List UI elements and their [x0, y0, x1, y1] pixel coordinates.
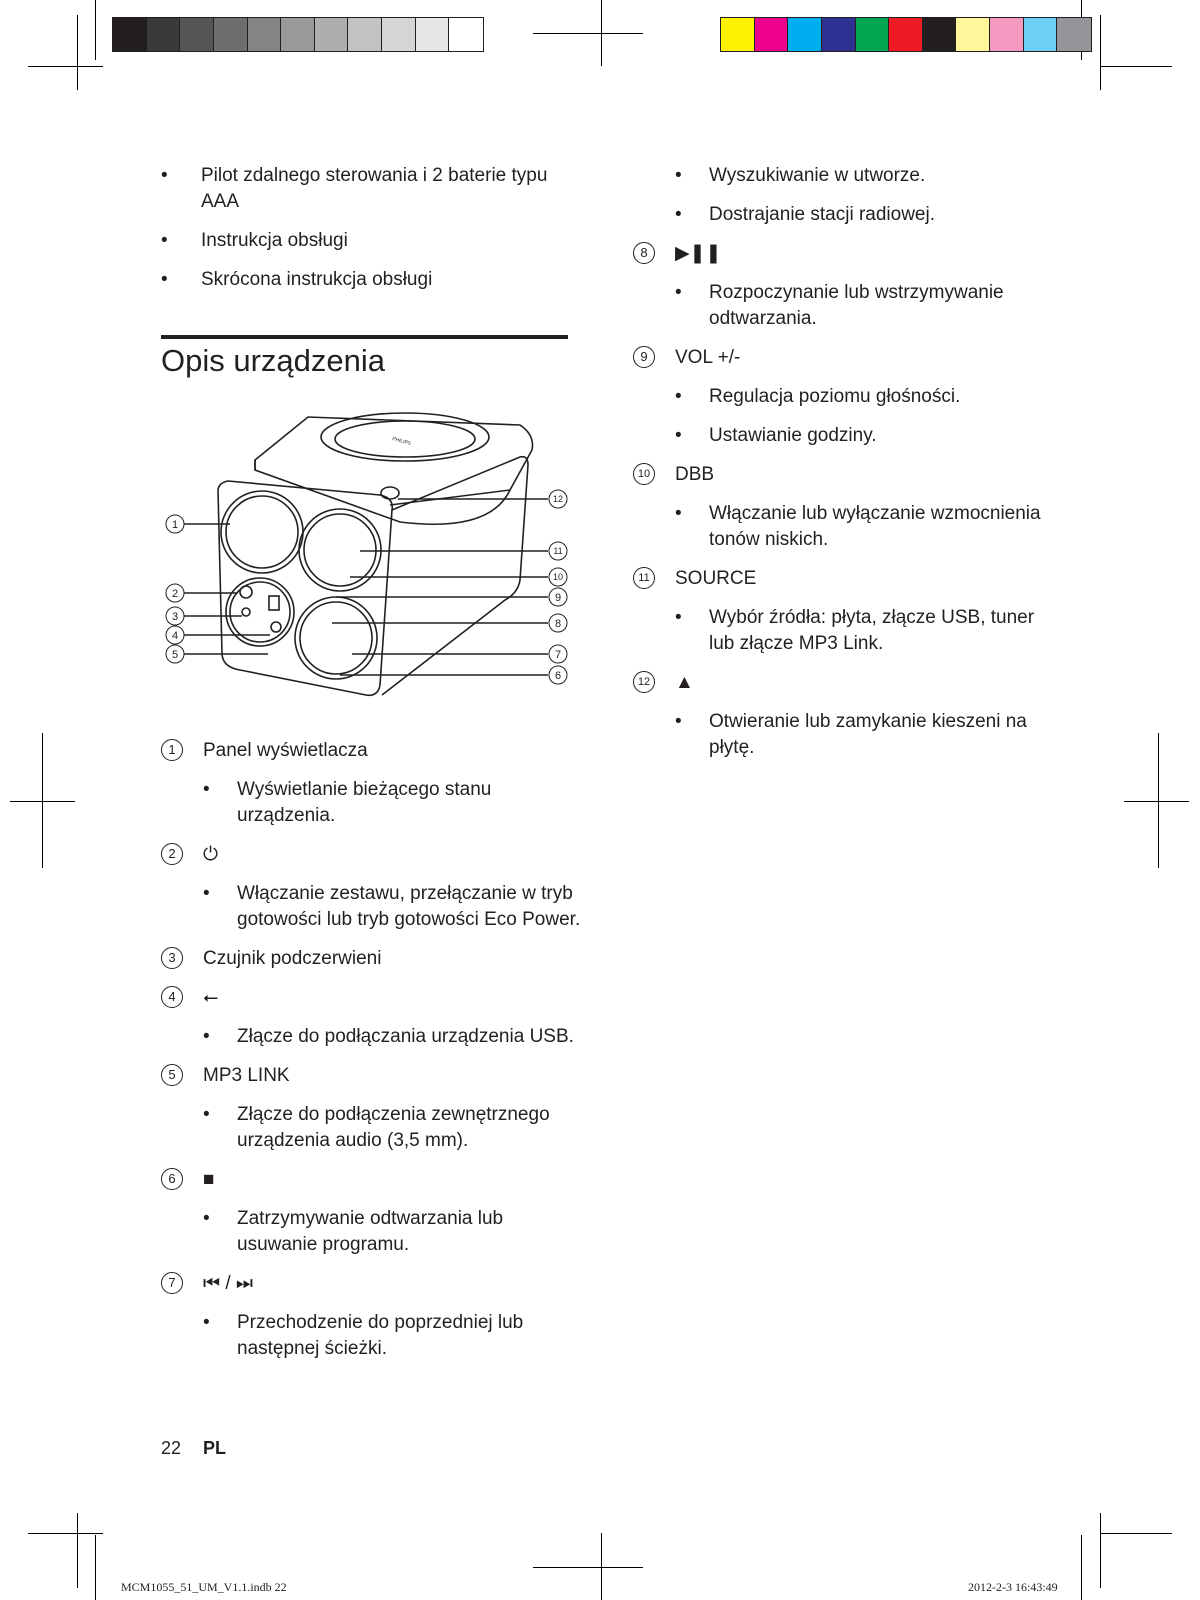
svg-text:2: 2 [171, 588, 179, 600]
item-title: Panel wyświetlacza [203, 740, 368, 761]
gray-color-bar [112, 17, 484, 52]
usb-icon: ⭠ [203, 987, 219, 1008]
list-item: • Instrukcja obsługi [161, 228, 571, 254]
item-number: 4 [161, 986, 183, 1008]
color-swatch [856, 18, 890, 51]
color-swatch [348, 18, 382, 51]
item-heading [161, 738, 581, 764]
item-heading [161, 946, 581, 972]
svg-text:5: 5 [171, 649, 179, 661]
svg-text:9: 9 [554, 592, 562, 604]
left-column-top [161, 163, 571, 306]
svg-text:7: 7 [554, 649, 562, 661]
item-title: VOL +/- [675, 347, 741, 368]
color-swatch [180, 18, 214, 51]
svg-text:1: 1 [171, 519, 179, 531]
item-description: • Otwieranie lub zamykanie kieszeni na płytę. [633, 709, 1053, 761]
cmyk-color-bar [720, 17, 1092, 52]
item-description: • Zatrzymywanie odtwarzania lub usuwanie programu. [161, 1206, 581, 1258]
item-title: Czujnik podczerwieni [203, 948, 382, 969]
item-description: • Ustawianie godziny. [633, 423, 1053, 449]
svg-text:PHILIPS: PHILIPS [391, 436, 412, 447]
item-description: • Wybór źródła: płyta, złącze USB, tuner lub złącze MP3 Link. [633, 605, 1053, 657]
item-description: • Złącze do podłączenia zewnętrznego urządzenia audio (3,5 mm). [161, 1102, 581, 1154]
item-heading [633, 241, 1053, 267]
item-description: • Przechodzenie do poprzedniej lub następnej ścieżki. [161, 1310, 581, 1362]
item-title: ⏻ [203, 844, 219, 865]
color-swatch [449, 18, 483, 51]
color-swatch [889, 18, 923, 51]
item-title: ▲ [675, 672, 694, 693]
item-number: 9 [633, 346, 655, 368]
section-rule [161, 335, 568, 339]
item-number: 12 [633, 671, 655, 693]
section-title: Opis urządzenia [161, 343, 386, 378]
svg-text:12: 12 [552, 494, 564, 504]
item-heading [161, 1271, 581, 1297]
item-number: 1 [161, 739, 183, 761]
color-swatch [1024, 18, 1058, 51]
item-description: • Złącze do podłączania urządzenia USB. [161, 1024, 581, 1050]
list-item: • Dostrajanie stacji radiowej. [633, 202, 1053, 228]
language-code: PL [203, 1438, 227, 1458]
item-description: • Regulacja poziomu głośności. [633, 384, 1053, 410]
item-number: 2 [161, 843, 183, 865]
item-heading [161, 1167, 581, 1193]
item-heading [161, 842, 581, 868]
item-number: 3 [161, 947, 183, 969]
color-swatch [755, 18, 789, 51]
item-description: • Włączanie zestawu, przełączanie w tryb gotowości lub tryb gotowości Eco Power. [161, 881, 581, 933]
svg-text:8: 8 [554, 618, 562, 630]
color-swatch [990, 18, 1024, 51]
item-heading [633, 566, 1053, 592]
item-description: • Wyświetlanie bieżącego stanu urządzenia. [161, 777, 581, 829]
item-number: 11 [633, 567, 655, 589]
svg-text:10: 10 [552, 572, 564, 582]
svg-text:11: 11 [553, 546, 563, 556]
color-swatch [956, 18, 990, 51]
color-swatch [721, 18, 755, 51]
item-heading [633, 345, 1053, 371]
item-title: ⏮ / ⏭ [203, 1273, 254, 1294]
color-swatch [147, 18, 181, 51]
item-number: 6 [161, 1168, 183, 1190]
item-title: SOURCE [675, 568, 757, 589]
color-swatch [822, 18, 856, 51]
item-description: • Rozpoczynanie lub wstrzymywanie odtwarzania. [633, 280, 1053, 332]
item-title: DBB [675, 464, 715, 485]
color-swatch [248, 18, 282, 51]
color-swatch [113, 18, 147, 51]
color-swatch [416, 18, 450, 51]
list-item: • Wyszukiwanie w utworze. [633, 163, 1053, 189]
item-title: ■ [203, 1169, 215, 1190]
page-footer [161, 1438, 248, 1459]
left-column-items [161, 738, 581, 1375]
item-description: • Włączanie lub wyłączanie wzmocnienia tonów niskich. [633, 501, 1053, 553]
color-swatch [382, 18, 416, 51]
item-number: 10 [633, 463, 655, 485]
color-swatch [214, 18, 248, 51]
file-slug: MCM1055_51_UM_V1.1.indb 22 [121, 1580, 287, 1594]
item-number: 7 [161, 1272, 183, 1294]
item-number: 8 [633, 242, 655, 264]
svg-text:4: 4 [171, 630, 179, 642]
item-number: 5 [161, 1064, 183, 1086]
page-number: 22 [161, 1438, 182, 1458]
color-swatch [281, 18, 315, 51]
right-column [633, 163, 1053, 774]
svg-text:3: 3 [171, 611, 179, 623]
item-title: MP3 LINK [203, 1065, 290, 1086]
item-heading [633, 670, 1053, 696]
color-swatch [315, 18, 349, 51]
item-heading [161, 1063, 581, 1089]
print-date: 2012-2-3 16:43:49 [968, 1580, 1058, 1594]
item-heading [161, 985, 581, 1011]
svg-text:6: 6 [554, 670, 562, 682]
color-swatch [923, 18, 957, 51]
color-swatch [788, 18, 822, 51]
device-diagram [160, 395, 580, 715]
item-title: ▶❚❚ [675, 243, 722, 264]
list-item: • Skrócona instrukcja obsługi [161, 267, 571, 293]
list-item: • Pilot zdalnego sterowania i 2 baterie typu AAA [161, 163, 571, 215]
color-swatch [1057, 18, 1091, 51]
item-heading [633, 462, 1053, 488]
